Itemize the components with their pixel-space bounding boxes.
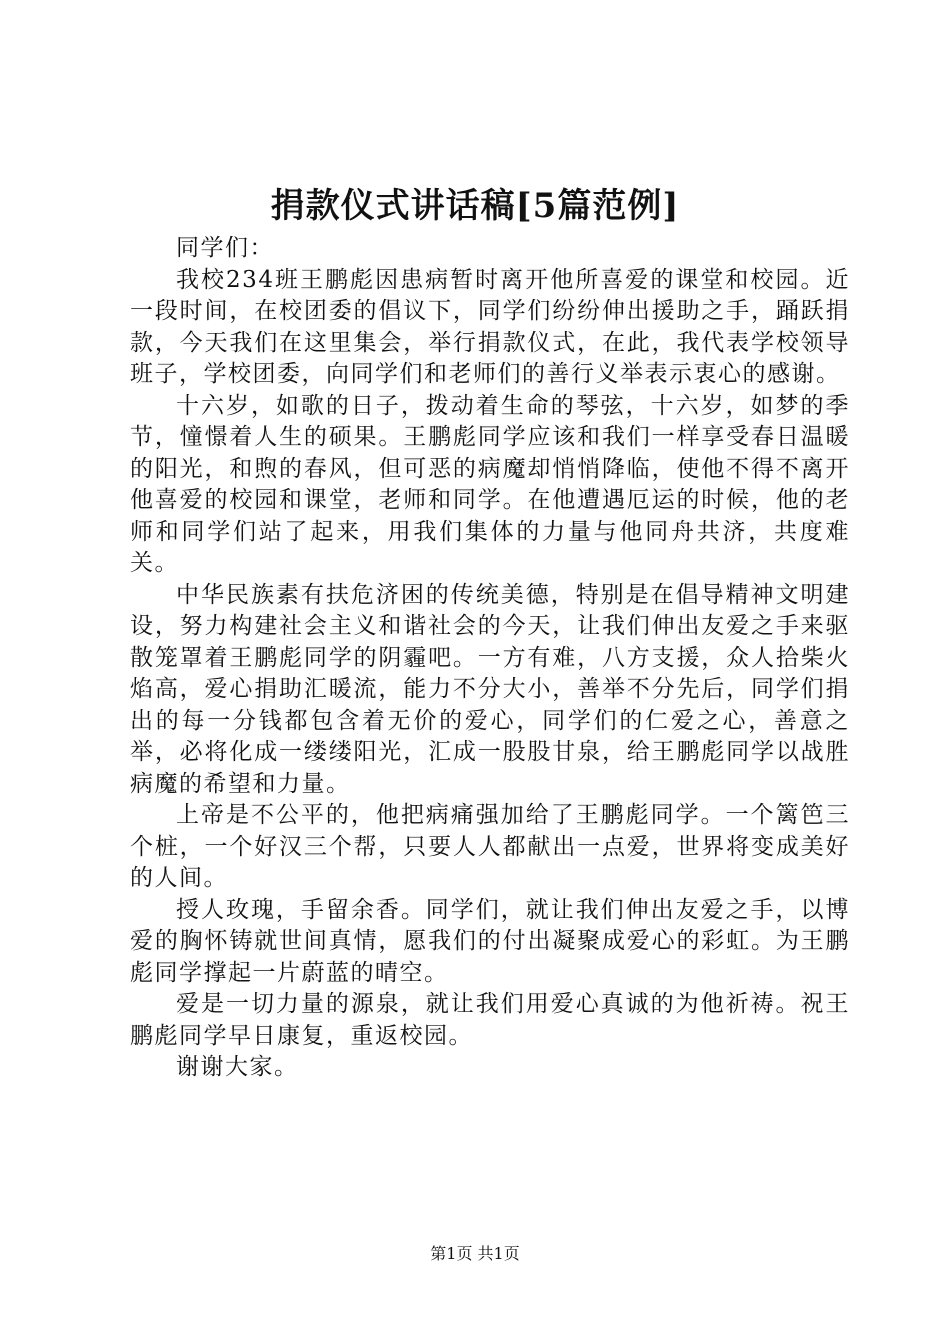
paragraph-greeting: 同学们： <box>176 235 274 261</box>
paragraph: 授人玫瑰，手留余香。同学们，就让我们伸出友爱之手，以博爱的胸怀铸就世间真情，愿我们的付出凝聚成爱心的彩虹。为王鹏彪同学撑起一片蔚蓝的晴空。 <box>130 896 850 986</box>
paragraph: 十六岁，如歌的日子，拨动着生命的琴弦，十六岁，如梦的季节，憧憬着人生的硕果。王鹏彪同学应该和我们一样享受春日温暖的阳光，和煦的春风，但可恶的病魔却悄悄降临，使他不得不离开他喜爱的校园和课堂，老师和同学。在他遭遇厄运的时候，他的老师和同学们站了起来，用我们集体的力量与他同舟共济，共度难关。 <box>130 392 850 576</box>
document-title: 捐款仪式讲话稿[5篇范例] <box>270 186 680 226</box>
paragraph: 中华民族素有扶危济困的传统美德，特别是在倡导精神文明建设，努力构建社会主义和谐社会的今天，让我们伸出友爱之手来驱散笼罩着王鹏彪同学的阴霾吧。一方有难，八方支援，众人拾柴火焰高，爱心捐助汇暖流，能力不分大小，善举不分先后，同学们捐出的每一分钱都包含着无价的爱心，同学们的仁爱之心，善意之举，必将化成一缕缕阳光，汇成一股股甘泉，给王鹏彪同学以战胜病魔的希望和力量。 <box>130 581 850 797</box>
page-number-footer: 第1页 共1页 <box>430 1244 520 1263</box>
paragraph: 我校234班王鹏彪因患病暂时离开他所喜爱的课堂和校园。近一段时间，在校团委的倡议下，同学们纷纷伸出援助之手，踊跃捐款，今天我们在这里集会，举行捐款仪式，在此，我代表学校领导班子，学校团委，向同学们和老师们的善行义举表示衷心的感谢。 <box>130 266 850 387</box>
document-body <box>130 233 850 1084</box>
paragraph: 爱是一切力量的源泉，就让我们用爱心真诚的为他祈祷。祝王鹏彪同学早日康复，重返校园。 <box>130 991 850 1049</box>
paragraph-closing: 谢谢大家。 <box>176 1054 299 1080</box>
paragraph: 上帝是不公平的，他把病痛强加给了王鹏彪同学。一个篱笆三个桩，一个好汉三个帮，只要人人都献出一点爱，世界将变成美好的人间。 <box>130 802 850 891</box>
